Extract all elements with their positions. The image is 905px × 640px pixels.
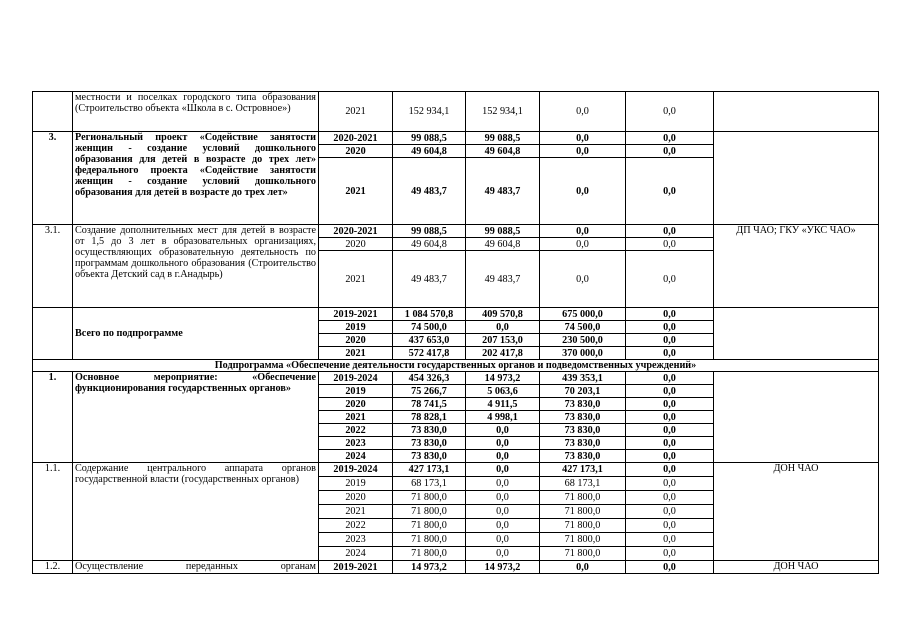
year-cell: 2019: [319, 477, 393, 491]
okrug-budget-cell: 207 153,0: [466, 334, 540, 347]
okrug-budget-cell: 5 063,6: [466, 385, 540, 398]
okrug-budget-cell: 49 604,8: [466, 145, 540, 158]
total-cell: 73 830,0: [393, 424, 466, 437]
executor-cell: ДОН ЧАО: [714, 561, 879, 574]
year-cell: 2024: [319, 450, 393, 463]
federal-budget-cell: 0,0: [540, 145, 626, 158]
table-row: [33, 360, 879, 372]
federal-budget-cell: 73 830,0: [540, 424, 626, 437]
year-cell: 2019: [319, 321, 393, 334]
table-row: [33, 92, 879, 132]
year-cell: 2020-2021: [319, 132, 393, 145]
okrug-budget-cell: 49 604,8: [466, 238, 540, 251]
federal-budget-cell: 71 800,0: [540, 491, 626, 505]
okrug-budget-cell: 0,0: [466, 463, 540, 477]
year-cell: 2019-2021: [319, 308, 393, 321]
local-budget-cell: 0,0: [626, 424, 714, 437]
okrug-budget-cell: 0,0: [466, 519, 540, 533]
federal-budget-cell: 0,0: [540, 92, 626, 132]
executor-cell: ДП ЧАО; ГКУ «УКС ЧАО»: [714, 225, 879, 308]
year-cell: 2021: [319, 505, 393, 519]
total-cell: 49 483,7: [393, 251, 466, 308]
local-budget-cell: 0,0: [626, 132, 714, 145]
total-cell: 78 828,1: [393, 411, 466, 424]
total-cell: 152 934,1: [393, 92, 466, 132]
total-cell: 73 830,0: [393, 450, 466, 463]
federal-budget-cell: 73 830,0: [540, 437, 626, 450]
year-cell: 2020: [319, 334, 393, 347]
local-budget-cell: 0,0: [626, 92, 714, 132]
total-cell: 49 604,8: [393, 238, 466, 251]
total-cell: 49 483,7: [393, 158, 466, 225]
okrug-budget-cell: 0,0: [466, 321, 540, 334]
local-budget-cell: 0,0: [626, 385, 714, 398]
total-cell: 71 800,0: [393, 533, 466, 547]
table-row: [33, 225, 879, 238]
local-budget-cell: 0,0: [626, 437, 714, 450]
local-budget-cell: 0,0: [626, 372, 714, 385]
okrug-budget-cell: 14 973,2: [466, 561, 540, 574]
federal-budget-cell: 71 800,0: [540, 519, 626, 533]
budget-table: [32, 91, 879, 574]
local-budget-cell: 0,0: [626, 321, 714, 334]
total-cell: 71 800,0: [393, 505, 466, 519]
okrug-budget-cell: 99 088,5: [466, 225, 540, 238]
total-cell: 71 800,0: [393, 547, 466, 561]
local-budget-cell: 0,0: [626, 450, 714, 463]
local-budget-cell: 0,0: [626, 533, 714, 547]
local-budget-cell: 0,0: [626, 561, 714, 574]
year-cell: 2020: [319, 238, 393, 251]
federal-budget-cell: 370 000,0: [540, 347, 626, 360]
table-row: [33, 561, 879, 574]
executor-cell: [714, 308, 879, 360]
federal-budget-cell: 71 800,0: [540, 547, 626, 561]
okrug-budget-cell: 0,0: [466, 450, 540, 463]
okrug-budget-cell: 202 417,8: [466, 347, 540, 360]
federal-budget-cell: 0,0: [540, 132, 626, 145]
federal-budget-cell: 0,0: [540, 251, 626, 308]
total-cell: 99 088,5: [393, 225, 466, 238]
year-cell: 2021: [319, 251, 393, 308]
local-budget-cell: 0,0: [626, 145, 714, 158]
activity-name: Создание дополнительных мест для детей в возрасте от 1,5 до 3 лет в образовательных организациях, осуществляющих образовательную деятельность по программам дошкольного образования (Строительство объекта Детский сад в г.Анадырь): [73, 225, 319, 308]
okrug-budget-cell: 0,0: [466, 491, 540, 505]
local-budget-cell: 0,0: [626, 477, 714, 491]
year-cell: 2020-2021: [319, 225, 393, 238]
total-cell: 68 173,1: [393, 477, 466, 491]
table-row: [33, 372, 879, 385]
year-cell: 2022: [319, 424, 393, 437]
year-cell: 2020: [319, 145, 393, 158]
local-budget-cell: 0,0: [626, 547, 714, 561]
num-cell: 3.1.: [33, 225, 73, 308]
subprogram-total-label: Всего по подпрограмме: [73, 308, 319, 360]
year-cell: 2022: [319, 519, 393, 533]
local-budget-cell: 0,0: [626, 334, 714, 347]
year-cell: 2021: [319, 92, 393, 132]
local-budget-cell: 0,0: [626, 225, 714, 238]
federal-budget-cell: 0,0: [540, 561, 626, 574]
okrug-budget-cell: 152 934,1: [466, 92, 540, 132]
okrug-budget-cell: 0,0: [466, 424, 540, 437]
federal-budget-cell: 73 830,0: [540, 411, 626, 424]
federal-budget-cell: 73 830,0: [540, 450, 626, 463]
local-budget-cell: 0,0: [626, 398, 714, 411]
local-budget-cell: 0,0: [626, 519, 714, 533]
okrug-budget-cell: 0,0: [466, 505, 540, 519]
activity-name: Региональный проект «Содействие занятости женщин - создание условий дошкольного образования для детей в возрасте до трех лет» федерального проекта «Содействие занятости женщин - создание условий дошкольного образования для детей в возрасте до трех лет»: [73, 132, 319, 225]
total-cell: 74 500,0: [393, 321, 466, 334]
local-budget-cell: 0,0: [626, 411, 714, 424]
okrug-budget-cell: 0,0: [466, 437, 540, 450]
num-cell: 3.: [33, 132, 73, 225]
federal-budget-cell: 0,0: [540, 225, 626, 238]
okrug-budget-cell: 409 570,8: [466, 308, 540, 321]
federal-budget-cell: 0,0: [540, 238, 626, 251]
activity-name: Основное мероприятие: «Обеспечение функционирования государственных органов»: [73, 372, 319, 463]
year-cell: 2019-2024: [319, 372, 393, 385]
num-cell: 1.: [33, 372, 73, 463]
year-cell: 2019-2024: [319, 463, 393, 477]
federal-budget-cell: 70 203,1: [540, 385, 626, 398]
local-budget-cell: 0,0: [626, 251, 714, 308]
federal-budget-cell: 71 800,0: [540, 533, 626, 547]
okrug-budget-cell: 49 483,7: [466, 158, 540, 225]
okrug-budget-cell: 4 998,1: [466, 411, 540, 424]
activity-name: Осуществление переданных органам: [73, 561, 319, 574]
activity-name: местности и поселках городского типа образования (Строительство объекта «Школа в с. Островное»): [73, 92, 319, 132]
okrug-budget-cell: 49 483,7: [466, 251, 540, 308]
okrug-budget-cell: 0,0: [466, 547, 540, 561]
total-cell: 71 800,0: [393, 519, 466, 533]
table-row: [33, 308, 879, 321]
num-cell: 1.1.: [33, 463, 73, 561]
okrug-budget-cell: 14 973,2: [466, 372, 540, 385]
total-cell: 99 088,5: [393, 132, 466, 145]
federal-budget-cell: 71 800,0: [540, 505, 626, 519]
year-cell: 2020: [319, 491, 393, 505]
table-body: [33, 92, 879, 574]
federal-budget-cell: 439 353,1: [540, 372, 626, 385]
okrug-budget-cell: 0,0: [466, 477, 540, 491]
local-budget-cell: 0,0: [626, 347, 714, 360]
federal-budget-cell: 427 173,1: [540, 463, 626, 477]
num-cell: [33, 92, 73, 132]
year-cell: 2023: [319, 437, 393, 450]
year-cell: 2021: [319, 158, 393, 225]
federal-budget-cell: 68 173,1: [540, 477, 626, 491]
local-budget-cell: 0,0: [626, 308, 714, 321]
total-cell: 427 173,1: [393, 463, 466, 477]
okrug-budget-cell: 99 088,5: [466, 132, 540, 145]
executor-cell: [714, 92, 879, 132]
total-cell: 73 830,0: [393, 437, 466, 450]
year-cell: 2019-2021: [319, 561, 393, 574]
table-row: [33, 463, 879, 477]
total-cell: 437 653,0: [393, 334, 466, 347]
year-cell: 2024: [319, 547, 393, 561]
executor-cell: ДОН ЧАО: [714, 463, 879, 561]
activity-name: Содержание центрального аппарата органов государственной власти (государственных органов): [73, 463, 319, 561]
year-cell: 2020: [319, 398, 393, 411]
num-cell: 1.2.: [33, 561, 73, 574]
okrug-budget-cell: 4 911,5: [466, 398, 540, 411]
year-cell: 2023: [319, 533, 393, 547]
local-budget-cell: 0,0: [626, 158, 714, 225]
federal-budget-cell: 230 500,0: [540, 334, 626, 347]
total-cell: 14 973,2: [393, 561, 466, 574]
year-cell: 2021: [319, 411, 393, 424]
federal-budget-cell: 0,0: [540, 158, 626, 225]
year-cell: 2019: [319, 385, 393, 398]
total-cell: 71 800,0: [393, 491, 466, 505]
local-budget-cell: 0,0: [626, 463, 714, 477]
federal-budget-cell: 675 000,0: [540, 308, 626, 321]
local-budget-cell: 0,0: [626, 238, 714, 251]
total-cell: 49 604,8: [393, 145, 466, 158]
total-cell: 1 084 570,8: [393, 308, 466, 321]
federal-budget-cell: 74 500,0: [540, 321, 626, 334]
total-cell: 75 266,7: [393, 385, 466, 398]
num-cell: [33, 308, 73, 360]
executor-cell: [714, 372, 879, 463]
total-cell: 572 417,8: [393, 347, 466, 360]
year-cell: 2021: [319, 347, 393, 360]
local-budget-cell: 0,0: [626, 491, 714, 505]
okrug-budget-cell: 0,0: [466, 533, 540, 547]
federal-budget-cell: 73 830,0: [540, 398, 626, 411]
subprogram-header: Подпрограмма «Обеспечение деятельности государственных органов и подведомственных учреждений»: [33, 360, 879, 372]
local-budget-cell: 0,0: [626, 505, 714, 519]
table-row: [33, 132, 879, 145]
total-cell: 454 326,3: [393, 372, 466, 385]
executor-cell: [714, 132, 879, 225]
total-cell: 78 741,5: [393, 398, 466, 411]
